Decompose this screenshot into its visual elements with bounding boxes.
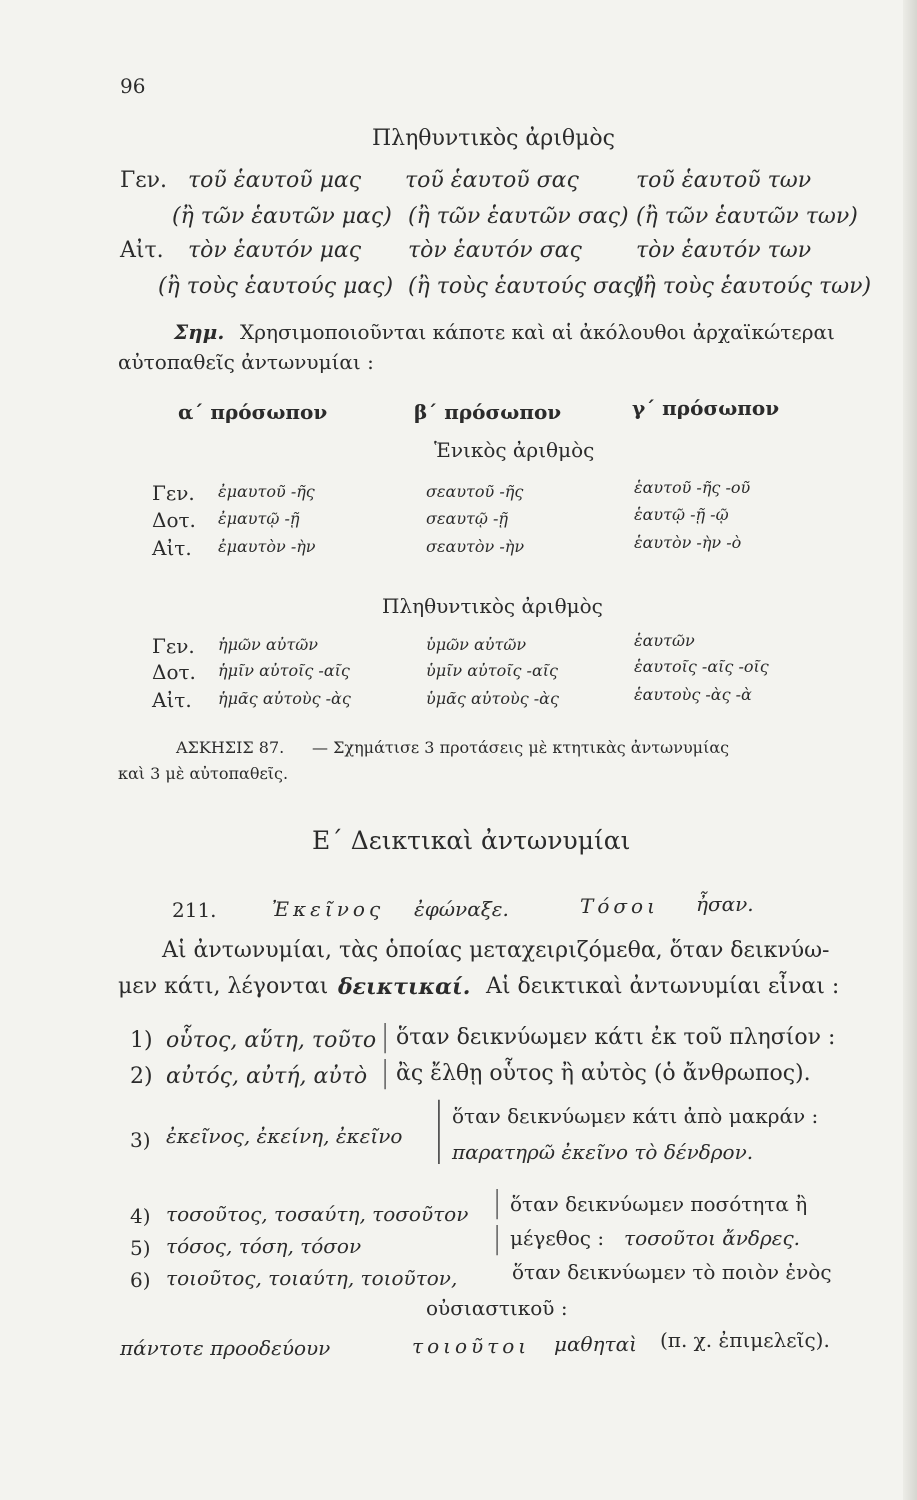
list-words-4: τοσοῦτος, τοσαύτη, τοσοῦτον [166,1202,469,1226]
arch-pl-gen-1: ἡμῶν αὐτῶν [218,635,318,654]
row-label-dative-sg: Δοτ. [152,508,196,532]
person-heading-3: γ΄ πρόσωπον [632,396,780,420]
arch-sg-acc-2: σεαυτὸν -ὴν [426,537,525,556]
brace-2: | [380,1055,391,1090]
refl-gen-alt-2: (ἢ τῶν ἑαυτῶν σας) [408,204,629,229]
list-desc-5a: μέγεθος : [510,1226,605,1250]
arch-pl-dat-3: ἑαυτοῖς -αῖς -οῖς [634,657,769,676]
row-label-accusative-pl: Αἰτ. [152,688,192,712]
list-desc-3b: παρατηρῶ ἐκεῖνο τὸ δένδρον. [452,1140,754,1164]
refl-gen-1: τοῦ ἑαυτοῦ μας [188,168,362,193]
list-words-2: αὐτός, αὐτή, αὐτὸ [166,1064,368,1089]
person-heading-1: α΄ πρόσωπον [178,400,328,424]
list-desc-5b: τοσοῦτοι ἄνδρες. [624,1226,801,1250]
plural-heading: Πληθυντικὸς ἀριθμὸς [372,126,615,151]
paragraph-line-2c: Αἱ δεικτικαὶ ἀντωνυμίαι εἶναι : [486,974,840,999]
final-example-a: πάντοτε προοδεύουν [120,1336,331,1360]
row-label-accusative-sg: Αἰτ. [152,536,192,560]
arch-pl-gen-3: ἑαυτῶν [634,631,695,650]
refl-acc-2: τὸν ἑαυτόν σας [408,238,582,263]
plural-heading-archaic: Πληθυντικὸς ἀριθμὸς [382,594,603,618]
arch-pl-acc-2: ὑμᾶς αὐτοὺς -ὰς [426,689,559,708]
brace-3: | [432,1091,446,1165]
arch-sg-acc-1: ἐμαυτὸν -ὴν [218,537,316,556]
exercise-label: ΑΣΚΗΣΙΣ 87. [176,738,285,757]
list-words-1: οὗτος, αὕτη, τοῦτο [166,1028,377,1053]
arch-pl-acc-1: ἡμᾶς αὐτοὺς -ὰς [218,689,351,708]
person-heading-2: β΄ πρόσωπον [414,400,562,424]
arch-sg-dat-3: ἑαυτῷ -ῇ -ῷ [634,505,729,524]
arch-pl-gen-2: ὑμῶν αὐτῶν [426,635,527,654]
refl-acc-1: τὸν ἑαυτόν μας [188,238,362,263]
final-example-b: τοιοῦτοι [412,1334,531,1358]
list-number-4: 4) [130,1204,151,1228]
refl-gen-3: τοῦ ἑαυτοῦ των [636,168,812,193]
exercise-line-2: καὶ 3 μὲ αὐτοπαθεῖς. [118,764,289,783]
brace-1: | [380,1019,391,1054]
refl-acc-alt-1: (ἢ τοὺς ἑαυτούς μας) [158,274,394,299]
arch-sg-dat-2: σεαυτῷ -ῇ [426,509,509,528]
arch-sg-gen-3: ἑαυτοῦ -ῆς -οῦ [634,478,751,497]
row-label-genitive-sg: Γεν. [152,481,195,505]
arch-pl-acc-3: ἑαυτοὺς -ὰς -ὰ [634,685,752,704]
row-label-genitive-pl: Γεν. [152,634,195,658]
list-number-6: 6) [130,1268,151,1292]
page-number: 96 [120,74,146,98]
note-line-2: αὐτοπαθεῖς ἀντωνυμίαι : [118,350,374,374]
final-example-c: μαθηταὶ [554,1332,637,1356]
list-words-3: ἐκεῖνος, ἐκείνη, ἐκεῖνο [166,1124,403,1148]
refl-gen-alt-1: (ἢ τῶν ἑαυτῶν μας) [172,204,392,229]
singular-heading: Ἑνικὸς ἀριθμὸς [434,438,595,462]
section-title: Ε΄ Δεικτικαὶ ἀντωνυμίαι [312,826,631,855]
row-label-accusative: Αἰτ. [120,238,164,263]
paragraph-line-2-term: δεικτικαί. [338,974,471,1000]
paragraph-line-1: Αἱ ἀντωνυμίαι, τὰς ὁποίας μεταχειριζόμεθα, ὅταν δεικνύω- [162,938,830,963]
list-number-3: 3) [130,1128,151,1152]
arch-sg-dat-1: ἐμαυτῷ -ῇ [218,509,300,528]
brace-5: | [492,1221,503,1256]
refl-acc-alt-2: (ἢ τοὺς ἑαυτούς σας) [408,274,644,299]
list-words-6: τοιοῦτος, τοιαύτη, τοιοῦτον, [166,1266,458,1290]
row-label-dative-pl: Δοτ. [152,660,196,684]
list-desc-1: ὅταν δεικνύωμεν κάτι ἐκ τοῦ πλησίον : [396,1025,836,1050]
list-desc-6-cont: οὐσιαστικοῦ : [426,1296,568,1320]
note-label: Σημ. [174,320,225,344]
example-1-verb: ἐφώναξε. [414,897,509,921]
example-2-word: Τόσοι [580,894,659,918]
list-desc-6: ὅταν δεικνύωμεν τὸ ποιὸν ἑνὸς [512,1260,832,1284]
row-label-genitive: Γεν. [120,168,168,193]
final-example-d: (π. χ. ἐπιμελεῖς). [660,1328,830,1352]
list-number-5: 5) [130,1236,151,1260]
arch-sg-acc-3: ἑαυτὸν -ὴν -ὸ [634,533,742,552]
arch-pl-dat-1: ἡμῖν αὐτοῖς -αῖς [218,661,350,680]
list-desc-3a: ὅταν δεικνύωμεν κάτι ἀπὸ μακράν : [452,1104,819,1128]
list-desc-2: ἂς ἔλθῃ οὗτος ἢ αὐτὸς (ὁ ἄνθρωπος). [396,1061,811,1086]
refl-acc-3: τὸν ἑαυτόν των [636,238,812,263]
refl-acc-alt-3: (ἢ τοὺς ἑαυτούς των) [634,274,872,299]
list-number-2: 2) [130,1064,153,1089]
page-edge [903,0,917,1500]
list-words-5: τόσος, τόση, τόσον [166,1234,362,1258]
brace-4: | [492,1185,503,1220]
refl-gen-2: τοῦ ἑαυτοῦ σας [405,168,579,193]
paragraph-number: 211. [172,898,217,922]
exercise-line-1: — Σχημάτισε 3 προτάσεις μὲ κτητικὰς ἀντωνυμίας [312,738,730,757]
note-line-1: Χρησιμοποιοῦνται κάποτε καὶ αἱ ἀκόλουθοι ἀρχαϊκώτεραι [240,320,835,344]
refl-gen-alt-3: (ἢ τῶν ἑαυτῶν των) [636,204,858,229]
arch-pl-dat-2: ὑμῖν αὐτοῖς -αῖς [426,661,558,680]
example-1-word: Ἐκεῖνος [272,897,385,921]
paragraph-line-2a: μεν κάτι, λέγονται [118,974,329,999]
arch-sg-gen-1: ἐμαυτοῦ -ῆς [218,482,315,501]
list-number-1: 1) [130,1028,153,1053]
example-2-verb: ἦσαν. [696,892,754,916]
arch-sg-gen-2: σεαυτοῦ -ῆς [426,482,524,501]
list-desc-4: ὅταν δεικνύωμεν ποσότητα ἢ [510,1192,808,1216]
